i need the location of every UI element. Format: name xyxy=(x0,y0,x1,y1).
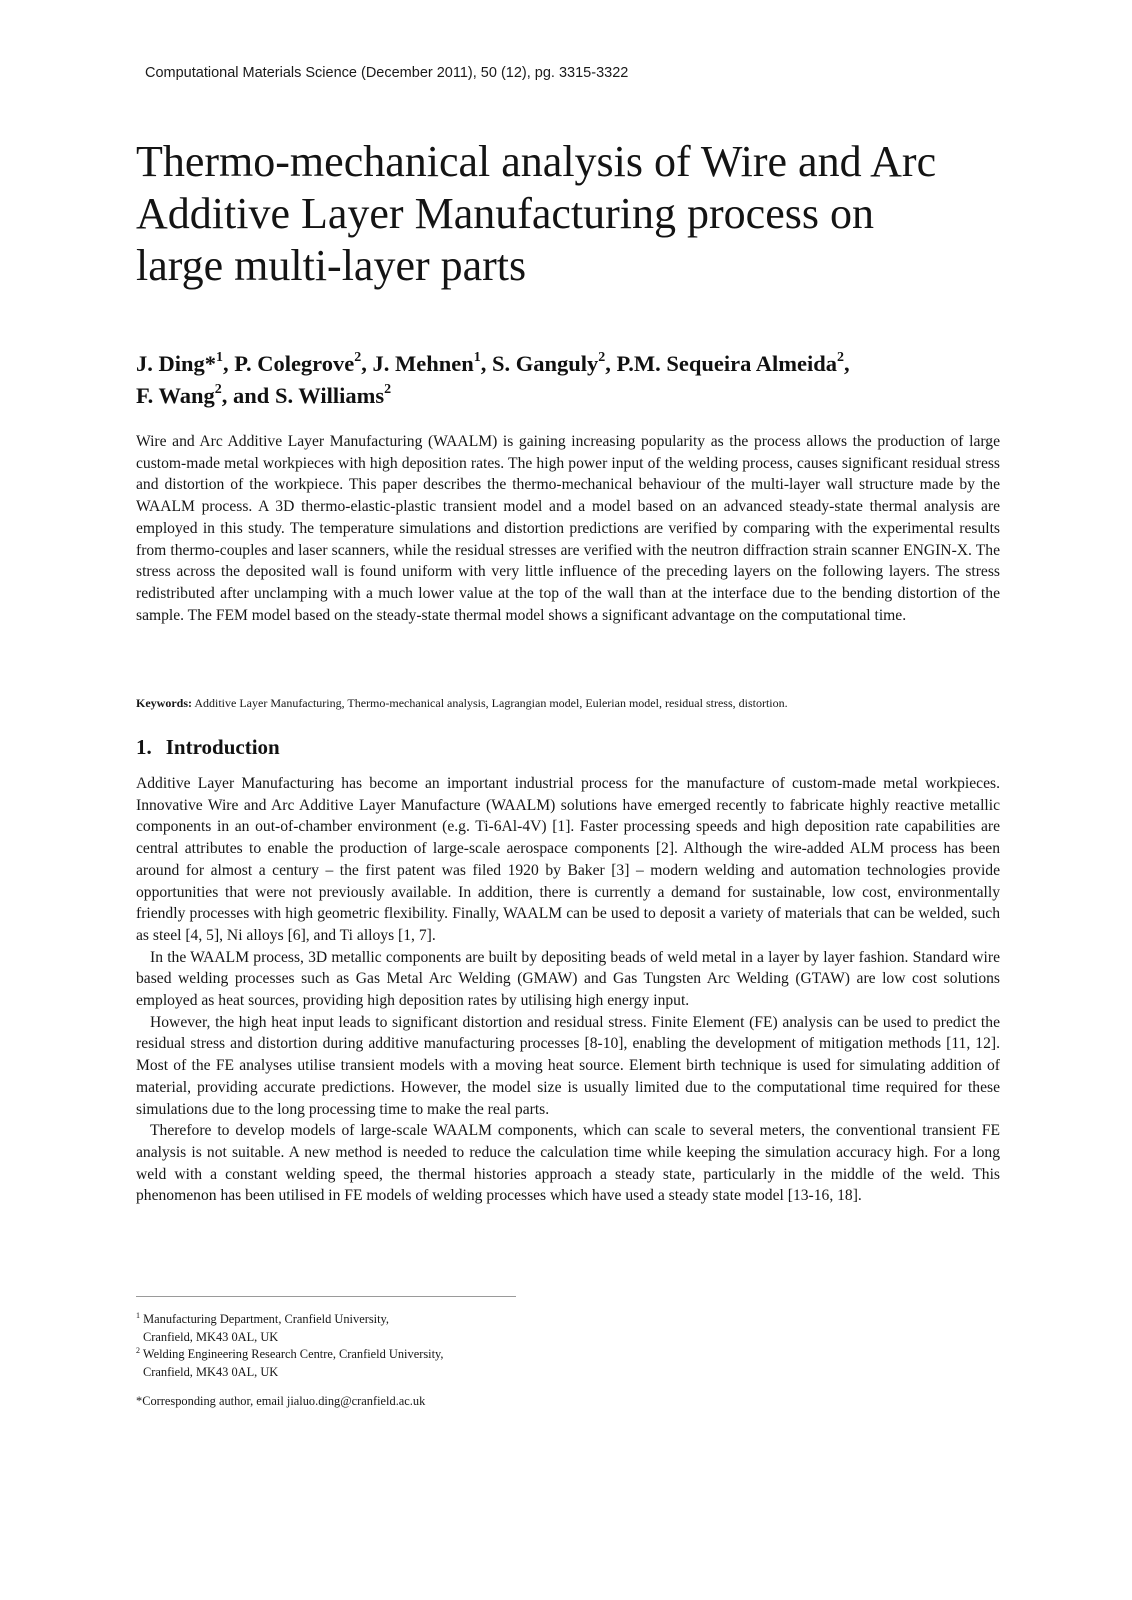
footnotes xyxy=(136,1311,736,1381)
author: F. Wang$^2$, xyxy=(136,381,234,408)
section-heading-introduction xyxy=(136,733,280,761)
author-list xyxy=(136,348,1016,412)
keywords xyxy=(136,695,1000,711)
author: and S. Williams$^2$ xyxy=(233,381,392,408)
footnote-1: $^1$ Manufacturing Department, Cranfield University, Cranfield, MK43 0AL, UK xyxy=(136,1310,390,1344)
affiliation-mark: 2 xyxy=(836,349,844,365)
affiliation-mark: 2 xyxy=(598,349,606,365)
affiliation-mark: 2 xyxy=(384,381,392,397)
paragraph: However, the high heat input leads to significant distortion and residual stress. Finite Element (FE) analysis can be used to predict the residual stress and distortion during additive manufacturing processes [8-10], enabling the development of mitigation methods [11, 12]. Most of the FE analyses utilise transient models with a moving heat source. Element birth technique is used for simulating addition of material, providing accurate predictions. However, the model size is usually limited due to the computational time required for these simulations due to the long processing time to make the real parts. xyxy=(136,1013,1000,1118)
author: P. Colegrove$^2$, xyxy=(234,349,373,376)
introduction-body xyxy=(136,773,1000,1207)
section-number: 1. xyxy=(136,735,152,759)
title-line-1: Thermo-mechanical analysis of Wire and Arc xyxy=(136,137,937,186)
abstract: Wire and Arc Additive Layer Manufacturing (WAALM) is gaining increasing popularity as the process allows the production of large custom-made metal workpieces with high deposition rates. The high power input of the welding process, causes significant residual stress and distortion of the workpiece. This paper describes the thermo-mechanical behaviour of the multi-layer wall structure made by the WAALM process. A 3D thermo-elastic-plastic transient model and a model based on an advanced steady-state thermal analysis are employed in this study. The temperature simulations and distortion predictions are verified by comparing with the experimental results from thermo-couples and laser scanners, while the residual stresses are verified with the neutron diffraction strain scanner ENGIN-X. The stress across the deposited wall is found uniform with very little influence of the preceding layers on the following layers. The stress redistributed after unclamping with a much lower value at the top of the wall than at the interface due to the bending distortion of the sample. The FEM model based on the steady-state thermal model shows a significant advantage on the computational time. xyxy=(136,433,1000,624)
journal-citation: Computational Materials Science (December 2011), 50 (12), pg. 3315-3322 xyxy=(145,65,629,81)
author: J. Mehnen$^1$, xyxy=(372,349,492,376)
section-title: Introduction xyxy=(165,735,280,759)
author: S. Ganguly$^2$, xyxy=(492,349,617,376)
title-line-3: large multi-layer parts xyxy=(136,241,527,290)
affiliation-mark: 1 xyxy=(473,349,481,365)
paragraph: In the WAALM process, 3D metallic components are built by depositing beads of weld metal in a layer by layer fashion. Standard wire based welding processes such as Gas Metal Arc Welding (GMAW) and Gas Tungsten Arc Welding (GTAW) are low cost solutions employed as heat sources, providing high deposition rates by utilising high energy input. xyxy=(136,948,1000,1010)
affiliation-mark: 2 xyxy=(354,349,362,365)
paper-title xyxy=(136,136,1016,292)
footnote-2: $^2$ Welding Engineering Research Centre, Cranfield University, Cranfield, MK43 0AL, UK xyxy=(136,1345,444,1379)
keywords-text: Additive Layer Manufacturing, Thermo-mechanical analysis, Lagrangian model, Eulerian model, residual stress, distortion. xyxy=(194,696,788,710)
footnote-divider xyxy=(136,1296,516,1297)
paragraph: Therefore to develop models of large-scale WAALM components, which can scale to several meters, the conventional transient FE analysis is not suitable. A new method is needed to reduce the calculation time while keeping the simulation accuracy high. For a long weld with a constant welding speed, the thermal histories approach a steady state, particularly in the middle of the weld. This phenomenon has been utilised in FE models of welding processes which have used a steady state model [13-16, 18]. xyxy=(136,1122,1000,1205)
title-line-2: Additive Layer Manufacturing process on xyxy=(136,189,874,238)
corresponding-author-note: *Corresponding author, email jialuo.ding@cranfield.ac.uk xyxy=(136,1394,426,1408)
paragraph: Additive Layer Manufacturing has become an important industrial process for the manufacture of custom-made metal workpieces. Innovative Wire and Arc Additive Layer Manufacture (WAALM) solutions have emerged recently to fabricate highly reactive metallic components in an out-of-chamber environment (e.g. Ti-6Al-4V) [1]. Faster processing speeds and high deposition rate capabilities are central attributes to enable the production of large-scale aerospace components [2]. Although the wire-added ALM process has been around for almost a century – the first patent was filed 1920 by Baker [3] – modern welding and automation technologies provide opportunities that were not previously available. In addition, there is currently a demand for sustainable, low cost, environmentally friendly processes with high geometric flexibility. Finally, WAALM can be used to deposit a variety of materials that can be welded, such as steel [4, 5], Ni alloys [6], and Ti alloys [1, 7]. xyxy=(136,775,1000,944)
author: J. Ding*$^1$, xyxy=(136,349,235,376)
affiliation-mark: 1 xyxy=(216,349,224,365)
affiliation-mark: 2 xyxy=(214,381,222,397)
keywords-label: Keywords: xyxy=(136,696,192,710)
author: P.M. Sequeira Almeida$^2$, xyxy=(616,349,850,376)
